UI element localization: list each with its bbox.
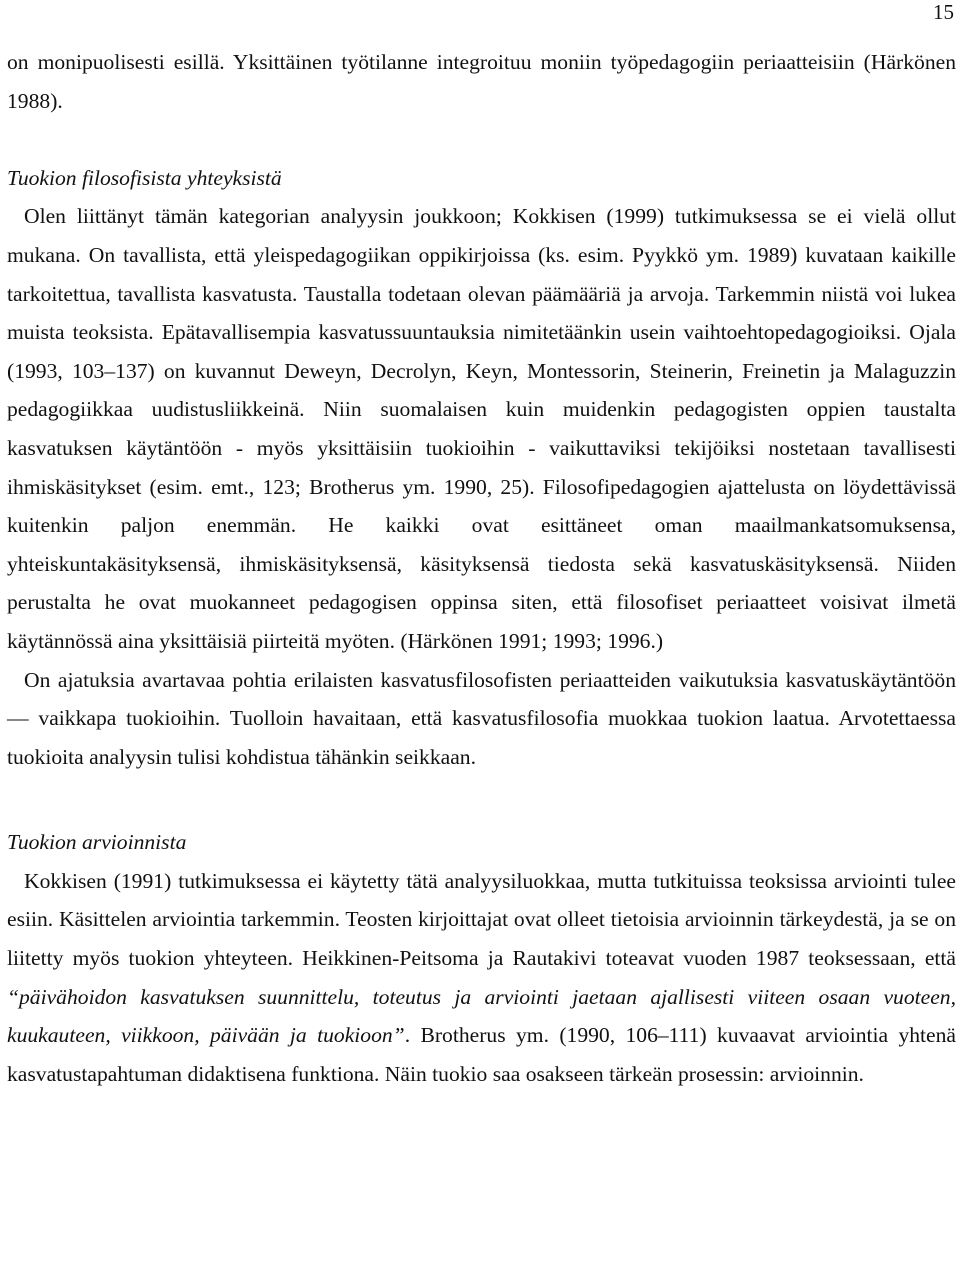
section-heading-philosophy: Tuokion filosofisista yhteyksistä [7,165,282,190]
paragraph-philosophy: Olen liittänyt tämän kategorian analyysin joukkoon; Kokkisen (1999) tutkimuksessa se ei vielä ollut mukana. On tavallista, että yleispedagogiikan oppikirjoissa (ks. esim. Pyykkö ym. 1989) kuvataan kaikille tarkoitettua, tavallista kasvatusta. Taustalla todetaan olevan päämääriä ja arvoja. Tarkemmin niistä voi lukea muista teoksista. Epätavallisempia kasvatussuuntauksia nimitetäänkin usein vaihtoehtopedagogioiksi. Ojala (1993, 103–137) on kuvannut Deweyn, Decrolyn, Keyn, Montessorin, Steinerin, Freinetin ja Malaguzzin pedagogiikkaa uudistusliikkeinä. Niin suomalaisen kuin muidenkin pedagogisten oppien taustalta kasvatuksen käytäntöön - myös yksittäisiin tuokioihin - vaikuttaviksi tekijöiksi nostetaan tavallisesti ihmiskäsitykset (esim. emt., 123; Brotherus ym. 1990, 25). Filosofipedagogien ajattelusta on löydettävissä kuitenkin paljon enemmän. He kaikki ovat esittäneet oman maailmankatsomuksensa, yhteiskuntakäsityksensä, ihmiskäsityksensä, käsityksensä tiedosta sekä kasvatuskäsityksensä. Niiden perustalta he ovat muokanneet pedagogisen oppinsa siten, että filosofiset periaatteet voisivat ilmetä käytännössä aina yksittäisiä piirteitä myöten. (Härkönen 1991; 1993; 1996.) [7,204,956,653]
page-number: 15 [933,0,954,24]
evaluation-quote: “päivähoidon kasvatuksen suunnittelu, toteutus ja arviointi jaetaan ajallisesti viiteen osaan vuoteen, kuukauteen, viikkoon, päivään ja tuokioon” [7,984,956,1048]
paragraph-reflection: On ajatuksia avartavaa pohtia erilaisten kasvatusfilosofisten periaatteiden vaikutuksia kasvatuskäytäntöön — vaikkapa tuokioihin. Tuolloin havaitaan, että kasvatusfilosofia muokkaa tuokion laatua. Arvotettaessa tuokioita analyysin tulisi kohdistua tähänkin seikkaan. [7,667,956,769]
paragraph-gap [7,120,956,159]
section-gap [7,776,956,823]
paragraph-continuation: on monipuolisesti esillä. Yksittäinen työtilanne integroituu moniin työpedagogiin periaatteisiin (Härkönen 1988). [7,50,956,113]
evaluation-text-start: Kokkisen (1991) tutkimuksessa ei käytetty tätä analyysiluokkaa, mutta tutkituissa teoksissa arviointi tulee esiin. Käsittelen arviointia tarkemmin. Teosten kirjoittajat ovat olleet tietoisia arvioinnin tärkeydestä, ja se on liitetty myös tuokion yhteyteen. Heikkinen-Peitsoma ja Rautakivi toteavat vuoden 1987 teoksessaan, että [7,868,956,971]
section-heading-evaluation: Tuokion arvioinnista [7,830,187,855]
page-content [7,43,956,1093]
evaluation-text-end: . Brotherus ym. (1990, 106–111) kuvaavat arviointia yhtenä kasvatustapahtuman didaktisena funktiona. Näin tuokio saa osakseen tärkeän prosessin: arvioinnin. [7,1023,957,1086]
paragraph-evaluation [7,862,956,1094]
